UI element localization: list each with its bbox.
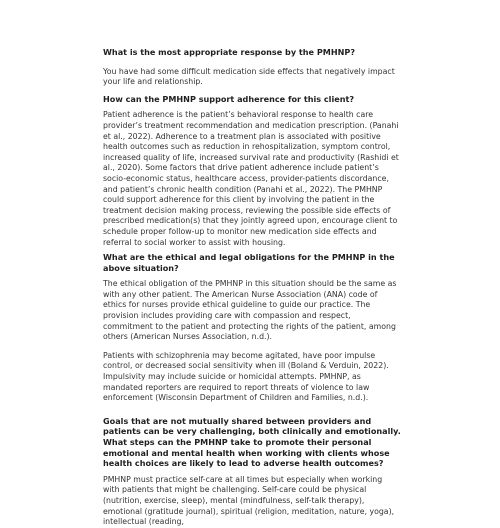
answer-paragraph-ethical: The ethical obligation of the PMHNP in this situation should be the same as with any other patient. The American Nurse Association (ANA) code of ethics for nurses provide ethical guideline to guide our practice. The provision includes providing care with compassion and respect, commitment to the patient and protecting the rights of the patient, among others (American Nurses Association, n.d.). <box>103 279 397 342</box>
question-heading-response: What is the most appropriate response by the PMHNP? <box>103 47 356 57</box>
answer-paragraph-response: You have had some difficult medication side effects that negatively impact your life and relationship. <box>103 66 395 87</box>
question-heading-ethical-legal: What are the ethical and legal obligations for the PMHNP in the above situation? <box>103 252 395 273</box>
answer-paragraph-self-care: PMHNP must practice self-care at all times but especially when working with patients that might be challenging. Self-care could be physical (nutrition, exercise, sleep), mental (mindfulness, self-talk therapy), emotional (gratitude journal), spiritual (religion, meditation, nature, yoga), intellectual (reading, <box>103 474 395 527</box>
question-heading-self-care: Goals that are not mutually shared between providers and patients can be very challenging, both clinically and emotionally. What steps can the PMHNP take to promote their personal emotional and mental health when working with clients whose health choices are likely to lead to adverse health outcomes? <box>103 415 401 469</box>
document-page <box>103 47 401 528</box>
answer-paragraph-adherence: Patient adherence is the patient’s behavioral response to health care provider’s treatment recommendation and medication prescription. (Panahi et al., 2022). Adherence to a treatment plan is associated with positive health outcomes such as reduction in rehospitalization, symptom control, increased quality of life, increased survival rate and productivity (Rashidi et al., 2020). Some factors that drive patient adherence include patient’s socio-economic status, healthcare access, provider-patients discordance, and patient’s chronic health condition (Panahi et al., 2022). The PMHNP could support adherence for this client by involving the patient in the treatment decision making process, reviewing the possible side effects of prescribed medication(s) that they jointly agreed upon, encourage client to schedule proper follow-up to monitor new medication side effects and referral to social worker to assist with housing. <box>103 110 399 247</box>
answer-paragraph-legal: Patients with schizophrenia may become agitated, have poor impulse control, or decreased social sensitivity when ill (Boland & Verduin, 2022). Impulsivity may include suicide or homicidal attempts. PMHNP, as mandated reporters are required to report threats of violence to law enforcement (Wisconsin Department of Children and Families, n.d.). <box>103 350 389 403</box>
question-heading-adherence: How can the PMHNP support adherence for this client? <box>103 93 355 104</box>
